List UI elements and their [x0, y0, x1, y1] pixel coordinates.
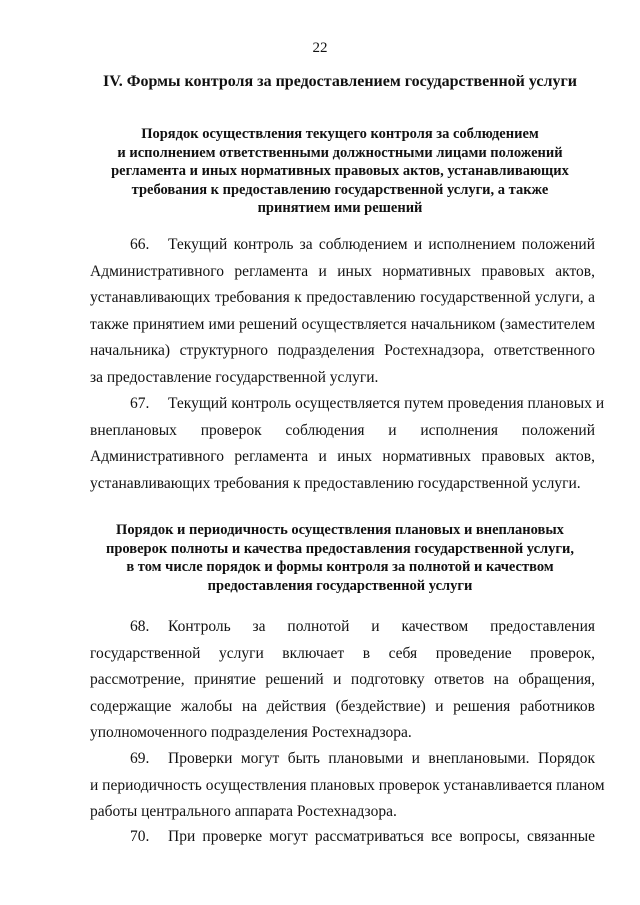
- paragraph-line: содержащие жалобы на действия (бездействие) и решения работников: [90, 697, 595, 715]
- paragraph-70: [90, 824, 595, 851]
- paragraph-line: уполномоченного подразделения Ростехнадзора.: [90, 724, 412, 741]
- paragraph-line: рассмотрение, принятие решений и подготовку ответов на обращения,: [90, 671, 595, 688]
- paragraph-line: Административного регламента и иных нормативных правовых актов,: [90, 448, 595, 465]
- paragraph-line: начальника) структурного подразделения Ростехнадзора, ответственного: [90, 342, 595, 359]
- paragraph-line: 70. При проверке могут рассматриваться все вопросы, связанные: [90, 824, 595, 851]
- subheading-line: требования к предоставлению государственной услуги, а также: [131, 181, 549, 198]
- paragraph-line: и периодичность осуществления плановых проверок устанавливается планом: [90, 776, 605, 794]
- paragraph-line: 68. Контроль за полнотой и качеством предоставления: [90, 614, 595, 641]
- paragraph-number: 67.: [130, 395, 150, 412]
- subheading-line: регламента и иных нормативных правовых актов, устанавливающих: [111, 163, 569, 179]
- subheading-current-control: [70, 125, 610, 218]
- subheading-line: принятием ими решений: [257, 200, 423, 216]
- paragraph-number: 68.: [130, 618, 150, 635]
- paragraph-number: 69.: [130, 750, 150, 767]
- paragraph-69: [90, 746, 605, 826]
- paragraph-line: также принятием ими решений осуществляется начальником (заместителем: [90, 315, 595, 333]
- subheading-line: Порядок осуществления текущего контроля за соблюдением: [141, 126, 539, 142]
- paragraph-68: [90, 614, 595, 747]
- section-title: IV. Формы контроля за предоставлением государственной услуги: [103, 73, 577, 90]
- paragraph-number: 70.: [130, 828, 150, 845]
- paragraph-line: 66. Текущий контроль за соблюдением и исполнением положений: [90, 232, 595, 259]
- paragraph-line: устанавливающих требования к предоставлению государственной услуги.: [90, 474, 581, 492]
- paragraph-66: [90, 232, 595, 391]
- subheading-line: в том числе порядок и формы контроля за полнотой и качеством: [126, 559, 554, 575]
- page-number: 22: [312, 40, 328, 56]
- paragraph-line: внеплановых проверок соблюдения и исполнения положений: [90, 421, 595, 439]
- subheading-line: и исполнением ответственными должностными лицами положений: [117, 144, 563, 161]
- subheading-line: Порядок и периодичность осуществления плановых и внеплановых: [116, 522, 564, 538]
- subheading-line: проверок полноты и качества предоставления государственной услуги,: [105, 540, 574, 557]
- paragraph-line: 69. Проверки могут быть плановыми и внеплановыми. Порядок: [90, 746, 595, 773]
- paragraph-line: 67. Текущий контроль осуществляется путем проведения плановых и: [90, 391, 595, 418]
- paragraph-line: устанавливающих требования к предоставлению государственной услуги, а: [90, 289, 595, 306]
- paragraph-number: 66.: [130, 236, 150, 253]
- paragraph-line: Административного регламента и иных нормативных правовых актов,: [90, 262, 595, 280]
- subheading-line: предоставления государственной услуги: [207, 577, 473, 594]
- subheading-periodic-checks: [70, 521, 610, 595]
- paragraph-line: работы центрального аппарата Ростехнадзора.: [90, 803, 397, 820]
- paragraph-line: государственной услуги включает в себя проведение проверок,: [90, 644, 595, 662]
- paragraph-67: [90, 391, 605, 497]
- paragraph-line: за предоставление государственной услуги.: [90, 368, 379, 386]
